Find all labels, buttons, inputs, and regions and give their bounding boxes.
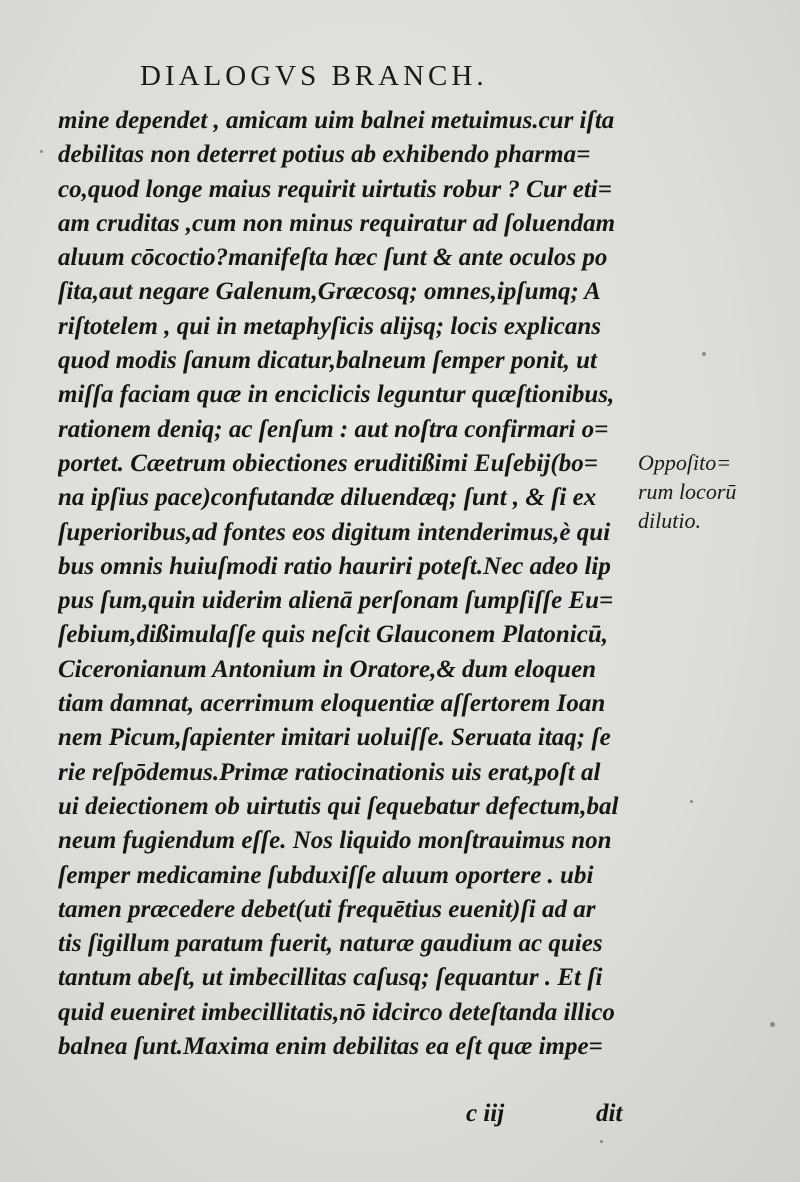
paper-speck xyxy=(40,150,43,153)
catchword: dit xyxy=(596,1100,623,1127)
marginal-line: Oppoſito= xyxy=(638,450,732,475)
marginal-line: dilutio. xyxy=(638,508,701,533)
paper-speck xyxy=(770,1022,775,1027)
paper-speck xyxy=(600,1140,603,1143)
body-text xyxy=(58,104,638,1064)
running-header: DIALOGVS BRANCH. xyxy=(140,60,488,92)
text-line: mine dependet , amicam uim balnei metuimus.cur iſta xyxy=(58,107,615,134)
text-line: ſuperioribus,ad fontes eos digitum intenderimus,è qui xyxy=(58,518,611,546)
text-line: debilitas non deterret potius ab exhibendo pharma= xyxy=(58,141,591,169)
text-line: miſſa faciam quæ in enciclicis leguntur quæſtionibus, xyxy=(58,381,615,409)
text-line: nem Picum,ſapienter imitari uoluiſſe. Seruata itaq; ſe xyxy=(58,724,611,752)
text-line: rie reſpōdemus.Primæ ratiocinationis uis erat,poſt al xyxy=(58,758,601,786)
text-line: portet. Cæetrum obiectiones eruditißimi Euſebij(bo= xyxy=(58,449,598,477)
text-line: ſebium,dißimulaſſe quis neſcit Glauconem Platonicū, xyxy=(58,621,608,649)
paper-speck xyxy=(690,800,693,803)
text-line: Ciceronianum Antonium in Oratore,& dum eloquen xyxy=(58,655,597,683)
text-line: tantum abeſt, ut imbecillitas caſusq; ſequantur . Et ſi xyxy=(58,964,603,992)
text-line: tamen præcedere debet(uti frequētius euenit)ſi ad ar xyxy=(58,895,596,923)
text-line: bus omnis huiuſmodi ratio hauriri poteſt.Nec adeo lip xyxy=(58,552,611,580)
text-line: riſtotelem , qui in metaphyſicis alijsq; locis explicans xyxy=(58,312,602,340)
marginal-note xyxy=(638,448,788,535)
text-line: quod modis ſanum dicatur,balneum ſemper ponit, ut xyxy=(58,347,597,375)
text-line: ui deiectionem ob uirtutis qui ſequebatur defectum,bal xyxy=(58,792,619,820)
text-line: rationem deniq; ac ſenſum : aut noſtra confirmari o= xyxy=(58,415,609,443)
signature-mark: c iij xyxy=(466,1100,505,1127)
text-line: am cruditas ,cum non minus requiratur ad ſoluendam xyxy=(58,209,616,237)
paper-speck xyxy=(702,352,706,356)
text-line: ſita,aut negare Galenum,Græcosq; omnes,ipſumq; A xyxy=(58,278,601,306)
text-line: quid eueniret imbecillitatis,nō idcirco deteſtanda illico xyxy=(58,998,615,1026)
text-line: co,quod longe maius requirit uirtutis robur ? Cur eti= xyxy=(58,175,612,203)
text-line: neum fugiendum eſſe. Nos liquido monſtrauimus non xyxy=(58,827,612,855)
text-line: tis ſigillum paratum fuerit, naturæ gaudium ac quies xyxy=(58,930,603,958)
text-line: na ipſius pace)confutandæ diluendæq; ſunt , & ſi ex xyxy=(58,484,597,512)
text-line: ſemper medicamine ſubduxiſſe aluum oportere . ubi xyxy=(58,861,594,889)
text-line: aluum cōcoctio?manifeſta hæc ſunt & ante oculos po xyxy=(58,244,608,272)
text-line: tiam damnat, acerrimum eloquentiæ aſſertorem Ioan xyxy=(58,690,606,718)
marginal-line: rum locorū xyxy=(638,479,737,504)
text-line: pus ſum,quin uiderim alienā perſonam ſumpſiſſe Eu= xyxy=(58,587,614,615)
text-line: balnea ſunt.Maxima enim debilitas ea eſt quæ impe= xyxy=(58,1033,603,1061)
